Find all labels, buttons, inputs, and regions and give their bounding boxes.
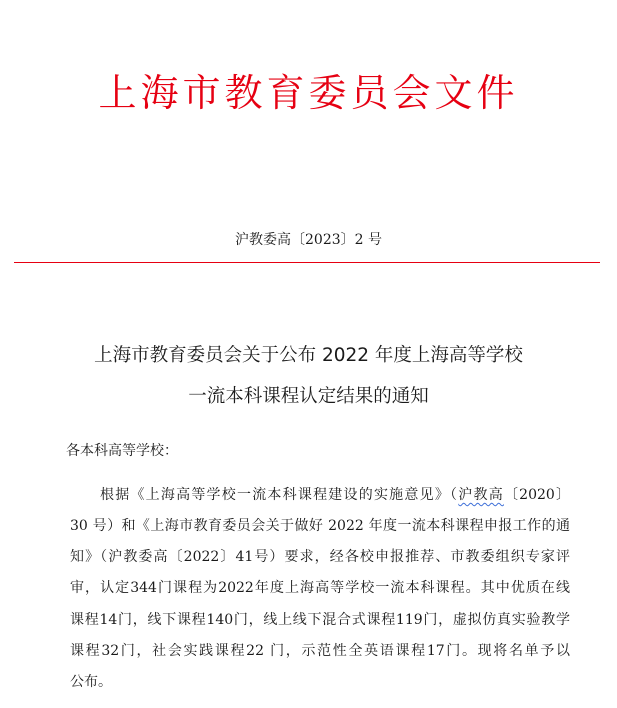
body-text-segment: 审，认定344门课程为2022年度上海高等学校一流本科课程。其中优质在线 <box>70 580 570 596</box>
body-text-segment: 课程32门，社会实践课程22 门，示范性全英语课程17门。现将名单予以 <box>70 643 570 659</box>
body-text-segment: 知》（沪教委高〔2022〕41号）要求，经各校申报推荐、市教委组织专家评 <box>70 549 570 565</box>
body-paragraph-line-3 <box>70 547 570 567</box>
body-paragraph-line-7 <box>70 672 570 692</box>
body-text-segment: 课程14门，线下课程140门，线上线下混合式课程119门，虚拟仿真实验教学 <box>70 612 570 628</box>
body-paragraph-line-2 <box>70 516 570 536</box>
red-header-rule <box>14 262 600 263</box>
salutation: 各本科高等学校： <box>66 443 178 459</box>
body-paragraph-line-1 <box>100 485 570 505</box>
notice-title-line-1: 上海市教育委员会关于公布 2022 年度上海高等学校 <box>94 345 523 366</box>
notice-title-line-2: 一流本科课程认定结果的通知 <box>188 386 429 407</box>
agency-header-title: 上海市教育委员会文件 <box>98 71 519 115</box>
body-paragraph-line-4 <box>70 578 570 598</box>
body-text-segment: 公布。 <box>70 674 112 690</box>
body-text-segment: 30 号）和《上海市教育委员会关于做好 2022 年度一流本科课程申报工作的通 <box>70 518 570 534</box>
document-number: 沪教委高〔2023〕2 号 <box>235 232 382 248</box>
body-text-segment: 〔2020〕 <box>503 487 571 503</box>
spellcheck-underlined-text: 沪教高 <box>458 487 504 503</box>
body-text-segment: 根据《上海高等学校一流本科课程建设的实施意见》（ <box>100 487 459 503</box>
body-paragraph-line-5 <box>70 610 570 630</box>
body-paragraph-line-6 <box>70 641 570 661</box>
